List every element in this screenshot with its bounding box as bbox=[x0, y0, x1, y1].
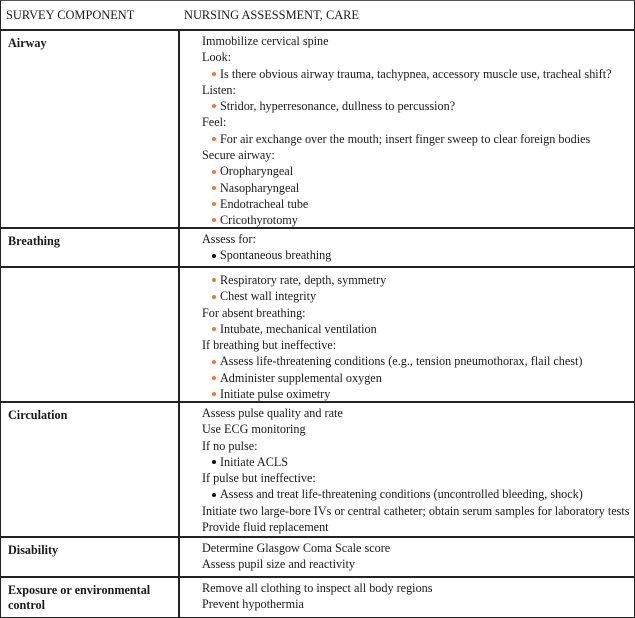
line-text: Chest wall integrity bbox=[220, 289, 317, 304]
bullet-item bbox=[202, 212, 634, 228]
line-text: Use ECG monitoring bbox=[202, 422, 306, 437]
line-text: Secure airway: bbox=[202, 148, 275, 163]
survey-component-cell: Exposure or environmental control bbox=[1, 578, 180, 617]
text-line bbox=[202, 540, 634, 556]
line-text: If pulse but ineffective: bbox=[202, 471, 316, 486]
text-line bbox=[202, 231, 634, 247]
bullet-icon bbox=[212, 104, 216, 108]
line-text: Initiate two large-bore IVs or central catheter; obtain serum samples for laboratory tests bbox=[202, 503, 630, 518]
line-text: Assess and treat life-threatening conditions (uncontrolled bleeding, shock) bbox=[220, 487, 583, 502]
text-line bbox=[202, 305, 634, 321]
table-row bbox=[1, 538, 634, 578]
bullet-item bbox=[202, 386, 634, 402]
text-line bbox=[202, 596, 634, 612]
bullet-icon bbox=[212, 392, 216, 396]
bullet-icon bbox=[212, 218, 216, 222]
bullet-icon bbox=[212, 376, 216, 380]
line-text: Determine Glasgow Coma Scale score bbox=[202, 541, 391, 555]
nursing-care-cell bbox=[180, 268, 634, 401]
line-text: Provide fluid replacement bbox=[202, 520, 329, 535]
text-line bbox=[202, 580, 634, 596]
bullet-item bbox=[202, 196, 634, 212]
table-row bbox=[1, 31, 634, 229]
line-text: Immobilize cervical spine bbox=[202, 34, 329, 48]
bullet-item bbox=[202, 247, 634, 263]
bullet-item bbox=[202, 288, 634, 304]
text-line bbox=[202, 503, 634, 519]
line-text: Initiate pulse oximetry bbox=[220, 387, 331, 402]
survey-component-cell: Circulation bbox=[1, 403, 180, 536]
bullet-icon bbox=[212, 295, 216, 299]
bullet-icon bbox=[212, 170, 216, 174]
nursing-care-cell bbox=[180, 538, 634, 576]
line-text: Listen: bbox=[202, 82, 236, 97]
line-text: Assess pupil size and reactivity bbox=[202, 557, 355, 572]
line-text: Respiratory rate, depth, symmetry bbox=[220, 273, 387, 287]
bullet-icon bbox=[212, 254, 216, 258]
text-line bbox=[202, 519, 634, 535]
bullet-item bbox=[202, 370, 634, 386]
bullet-item bbox=[202, 486, 634, 502]
bullet-item bbox=[202, 180, 634, 196]
line-text: Oropharyngeal bbox=[220, 164, 294, 179]
line-text: If breathing but ineffective: bbox=[202, 338, 337, 353]
bullet-item bbox=[202, 353, 634, 369]
line-text: Look: bbox=[202, 50, 232, 65]
line-text: For absent breathing: bbox=[202, 305, 306, 320]
bullet-icon bbox=[212, 186, 216, 190]
line-text: Feel: bbox=[202, 115, 227, 130]
table-row bbox=[1, 268, 634, 403]
survey-component-cell: Airway bbox=[1, 31, 180, 227]
bullet-icon bbox=[212, 278, 216, 282]
text-line bbox=[202, 556, 634, 572]
survey-component-cell bbox=[1, 268, 180, 401]
text-line bbox=[202, 470, 634, 486]
bullet-icon bbox=[212, 72, 216, 76]
line-text: Prevent hypothermia bbox=[202, 597, 304, 612]
bullet-item bbox=[202, 66, 634, 82]
bullet-item bbox=[202, 163, 634, 179]
bullet-icon bbox=[212, 460, 216, 464]
nursing-care-cell bbox=[180, 403, 634, 536]
line-text: Remove all clothing to inspect all body regions bbox=[202, 581, 433, 595]
line-text: Assess life-threatening conditions (e.g., tension pneumothorax, flail chest) bbox=[220, 354, 583, 369]
bullet-icon bbox=[212, 137, 216, 141]
text-line bbox=[202, 405, 634, 421]
text-line bbox=[202, 114, 634, 130]
header-nursing-assessment: NURSING ASSESSMENT, CARE bbox=[184, 8, 359, 22]
table-header bbox=[1, 1, 634, 31]
line-text: Intubate, mechanical ventilation bbox=[220, 321, 377, 336]
line-text: Assess pulse quality and rate bbox=[202, 406, 343, 420]
line-text: Stridor, hyperresonance, dullness to percussion? bbox=[220, 99, 456, 114]
line-text: Cricothyrotomy bbox=[220, 213, 298, 228]
header-survey-component: SURVEY COMPONENT bbox=[6, 8, 135, 22]
text-line bbox=[202, 33, 634, 49]
survey-component-cell: Breathing bbox=[1, 229, 180, 266]
table-row bbox=[1, 403, 634, 538]
line-text: Endotracheal tube bbox=[220, 196, 309, 211]
nursing-care-cell bbox=[180, 31, 634, 227]
bullet-item bbox=[202, 131, 634, 147]
bullet-item bbox=[202, 454, 634, 470]
text-line bbox=[202, 337, 634, 353]
bullet-icon bbox=[212, 202, 216, 206]
bullet-item bbox=[202, 272, 634, 288]
text-line bbox=[202, 82, 634, 98]
nursing-care-cell bbox=[180, 229, 634, 266]
bullet-item bbox=[202, 321, 634, 337]
line-text: Nasopharyngeal bbox=[220, 180, 300, 195]
bullet-icon bbox=[212, 360, 216, 364]
table-body bbox=[1, 31, 634, 617]
nursing-care-cell bbox=[180, 578, 634, 617]
survey-component-cell: Disability bbox=[1, 538, 180, 576]
table-row bbox=[1, 578, 634, 617]
text-line bbox=[202, 147, 634, 163]
line-text: If no pulse: bbox=[202, 438, 258, 453]
bullet-icon bbox=[212, 493, 216, 497]
table-row bbox=[1, 229, 634, 268]
line-text: Assess for: bbox=[202, 232, 256, 246]
line-text: Initiate ACLS bbox=[220, 454, 289, 469]
bullet-item bbox=[202, 98, 634, 114]
line-text: Administer supplemental oxygen bbox=[220, 370, 382, 385]
bullet-icon bbox=[212, 327, 216, 331]
line-text: Spontaneous breathing bbox=[220, 248, 332, 263]
text-line bbox=[202, 421, 634, 437]
line-text: For air exchange over the mouth; insert finger sweep to clear foreign bodies bbox=[220, 131, 591, 146]
line-text: Is there obvious airway trauma, tachypnea, accessory muscle use, tracheal shift? bbox=[220, 66, 612, 81]
text-line bbox=[202, 438, 634, 454]
text-line bbox=[202, 49, 634, 65]
